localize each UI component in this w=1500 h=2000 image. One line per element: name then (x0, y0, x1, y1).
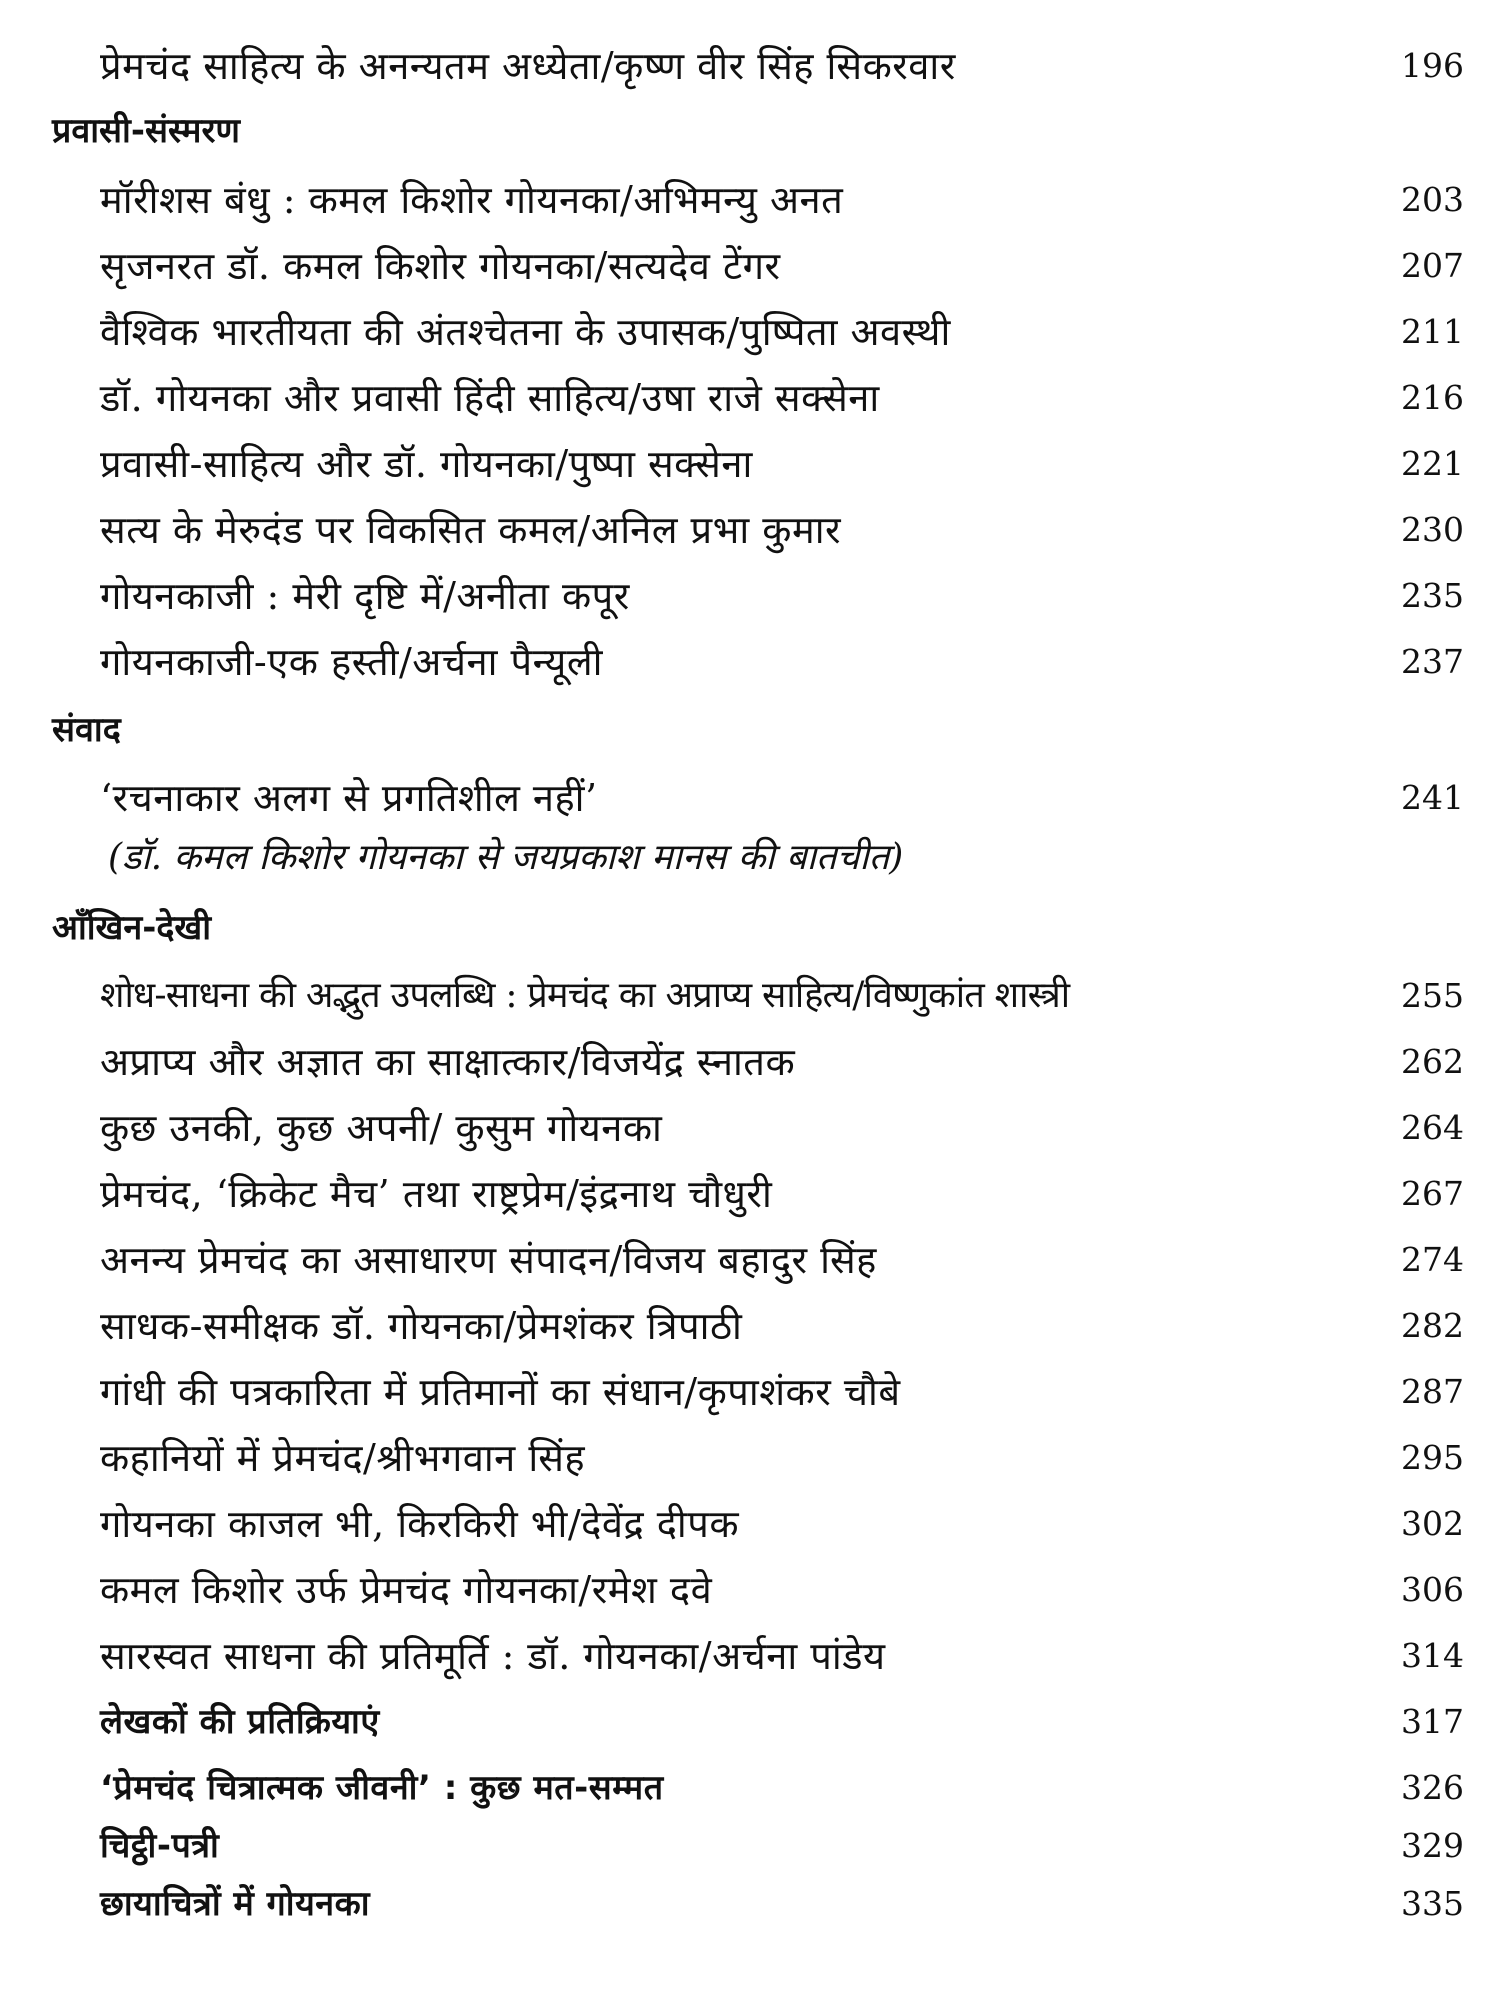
section-heading (0, 700, 1500, 760)
entry-title: ‘रचनाकार अलग से प्रगतिशील नहीं’ (100, 776, 598, 820)
interview-note (0, 828, 1500, 888)
toc-entry (0, 500, 1500, 560)
entry-page: 314 (1401, 1636, 1464, 1675)
entry-page: 326 (1401, 1768, 1464, 1807)
entry-page: 267 (1401, 1174, 1464, 1213)
toc-entry (0, 1428, 1500, 1488)
toc-entry (0, 1816, 1500, 1876)
entry-title: सारस्वत साधना की प्रतिमूर्ति : डॉ. गोयनका/अर्चना पांडेय (100, 1634, 886, 1678)
entry-page: 295 (1401, 1438, 1464, 1477)
entry-title: मॉरीशस बंधु : कमल किशोर गोयनका/अभिमन्यु अनत (100, 178, 844, 222)
entry-title: वैश्विक भारतीयता की अंतश्चेतना के उपासक/पुष्पिता अवस्थी (100, 310, 951, 354)
entry-page: 237 (1401, 642, 1464, 681)
entry-page: 211 (1401, 312, 1464, 351)
entry-page: 264 (1401, 1108, 1464, 1147)
toc-entry (0, 768, 1500, 828)
toc-entry (0, 236, 1500, 296)
entry-page: 230 (1401, 510, 1464, 549)
section-label: आँखिन-देखी (52, 908, 212, 948)
toc-entry (0, 1032, 1500, 1092)
entry-title: डॉ. गोयनका और प्रवासी हिंदी साहित्य/उषा राजे सक्सेना (100, 376, 880, 420)
entry-page: 329 (1401, 1826, 1464, 1865)
entry-title: सृजनरत डॉ. कमल किशोर गोयनका/सत्यदेव टेंगर (100, 244, 781, 288)
entry-title: छायाचित्रों में गोयनका (100, 1884, 371, 1924)
entry-title: चिट्ठी-पत्री (100, 1826, 220, 1866)
entry-title: ‘प्रेमचंद चित्रात्मक जीवनी’ : कुछ मत-सम्मत (100, 1768, 664, 1808)
toc-entry (0, 1098, 1500, 1158)
section-label: संवाद (52, 710, 121, 750)
entry-page: 221 (1401, 444, 1464, 483)
entry-title: शोध-साधना की अद्भुत उपलब्धि : प्रेमचंद का अप्राप्य साहित्य/विष्णुकांत शास्त्री (100, 975, 1070, 1016)
toc-entry (0, 434, 1500, 494)
entry-title: कहानियों में प्रेमचंद/श्रीभगवान सिंह (100, 1436, 586, 1480)
toc-entry (0, 1874, 1500, 1934)
entry-page: 302 (1401, 1504, 1464, 1543)
entry-page: 255 (1401, 976, 1464, 1015)
toc-entry (0, 966, 1500, 1026)
entry-title: अप्राप्य और अज्ञात का साक्षात्कार/विजयेंद्र स्नातक (100, 1040, 796, 1084)
note-text: (डॉ. कमल किशोर गोयनका से जयप्रकाश मानस की बातचीत) (108, 837, 904, 878)
entry-title: प्रेमचंद साहित्य के अनन्यतम अध्येता/कृष्ण वीर सिंह सिकरवार (100, 44, 956, 88)
entry-page: 306 (1401, 1570, 1464, 1609)
section-heading (0, 898, 1500, 958)
section-label: प्रवासी-संस्मरण (52, 111, 240, 151)
entry-page: 274 (1401, 1240, 1464, 1279)
entry-page: 241 (1401, 778, 1464, 817)
entry-page: 207 (1401, 246, 1464, 285)
entry-page: 262 (1401, 1042, 1464, 1081)
entry-page: 235 (1401, 576, 1464, 615)
toc-entry (0, 1494, 1500, 1554)
entry-title: प्रवासी-साहित्य और डॉ. गोयनका/पुष्पा सक्सेना (100, 442, 753, 486)
toc-entry (0, 1362, 1500, 1422)
entry-page: 287 (1401, 1372, 1464, 1411)
entry-page: 203 (1401, 180, 1464, 219)
toc-entry (0, 566, 1500, 626)
entry-title: गोयनका काजल भी, किरकिरी भी/देवेंद्र दीपक (100, 1502, 740, 1546)
toc-entry (0, 368, 1500, 428)
entry-title: गोयनकाजी-एक हस्ती/अर्चना पैन्यूली (100, 640, 603, 684)
section-heading (0, 101, 1500, 161)
entry-title: सत्य के मेरुदंड पर विकसित कमल/अनिल प्रभा कुमार (100, 508, 842, 552)
toc-entry (0, 1758, 1500, 1818)
entry-page: 216 (1401, 378, 1464, 417)
entry-title: गांधी की पत्रकारिता में प्रतिमानों का संधान/कृपाशंकर चौबे (100, 1370, 901, 1414)
toc-entry (0, 170, 1500, 230)
entry-page: 282 (1401, 1306, 1464, 1345)
toc-entry (0, 632, 1500, 692)
toc-entry (0, 1296, 1500, 1356)
toc-entry (0, 1560, 1500, 1620)
toc-entry (0, 1626, 1500, 1686)
entry-title: कमल किशोर उर्फ प्रेमचंद गोयनका/रमेश दवे (100, 1568, 713, 1612)
toc-entry (0, 1692, 1500, 1752)
entry-title: साधक-समीक्षक डॉ. गोयनका/प्रेमशंकर त्रिपाठी (100, 1304, 743, 1348)
toc-entry (0, 1164, 1500, 1224)
entry-page: 317 (1401, 1702, 1464, 1741)
entry-title: प्रेमचंद, ‘क्रिकेट मैच’ तथा राष्ट्रप्रेम/इंद्रनाथ चौधुरी (100, 1172, 773, 1216)
toc-entry (0, 1230, 1500, 1290)
entry-title: अनन्य प्रेमचंद का असाधारण संपादन/विजय बहादुर सिंह (100, 1238, 877, 1282)
toc-entry (0, 302, 1500, 362)
entry-page: 196 (1401, 46, 1464, 85)
entry-title: कुछ उनकी, कुछ अपनी/ कुसुम गोयनका (100, 1106, 663, 1150)
entry-page: 335 (1401, 1884, 1464, 1923)
entry-title: गोयनकाजी : मेरी दृष्टि में/अनीता कपूर (100, 574, 630, 618)
toc-entry (0, 36, 1500, 96)
entry-title: लेखकों की प्रतिक्रियाएं (100, 1702, 380, 1742)
